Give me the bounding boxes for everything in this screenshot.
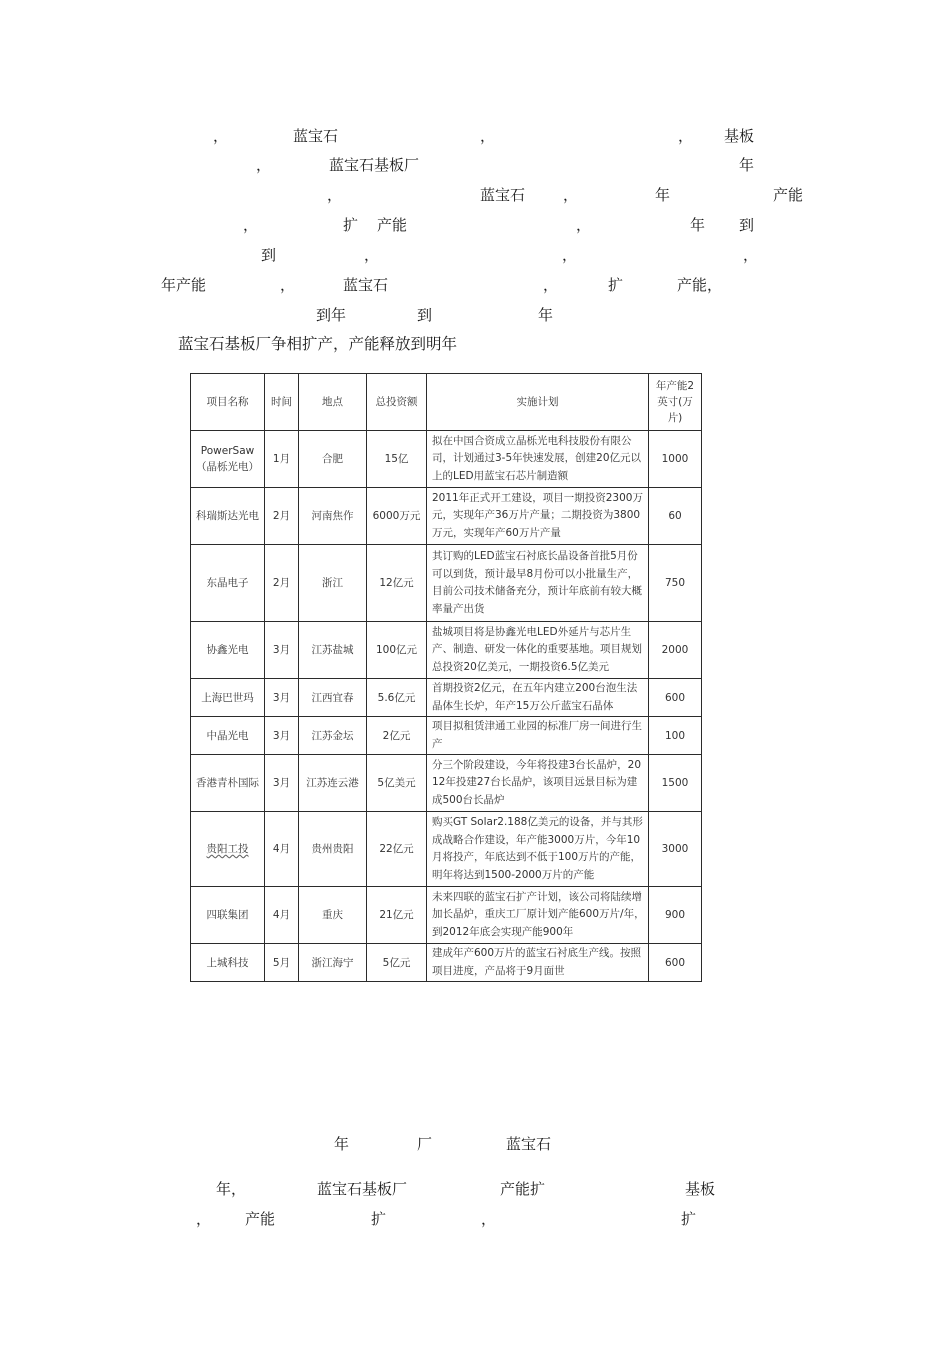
text-fragment: 产能: [245, 1210, 276, 1228]
cell-capacity: 100: [649, 717, 702, 755]
cell-plan: 首期投资2亿元，在五年内建立200台泡生法晶体生长炉，年产15万公斤蓝宝石晶体: [427, 679, 649, 717]
cell-plan: 购买GT Solar2.188亿美元的设备，并与其形成战略合作建设，年产能3000万片，今年10月将投产，年底达到不低于100万片的产能，明年将达到1500-2000万片的产能: [427, 812, 649, 887]
text-fragment: ，: [562, 246, 578, 264]
cell-investment: 5亿美元: [367, 755, 427, 812]
table-header-row: [191, 374, 702, 431]
cell-project-name: 科瑞斯达光电: [191, 488, 265, 545]
cell-time: 5月: [265, 944, 299, 982]
text-fragment: 年产能: [161, 276, 207, 294]
cell-time: 3月: [265, 679, 299, 717]
cell-time: 3月: [265, 755, 299, 812]
cell-investment: 5.6亿元: [367, 679, 427, 717]
table-row: [191, 545, 702, 622]
cell-plan: 分三个阶段建设，今年将投建3台长晶炉，2012年投建27台长晶炉，该项目远景目标为建成500台长晶炉: [427, 755, 649, 812]
header-time: 时间: [265, 374, 299, 431]
cell-time: 2月: [265, 488, 299, 545]
table-row: [191, 431, 702, 488]
text-fragment: 产能，: [677, 276, 723, 294]
text-fragment: 产能扩: [500, 1180, 546, 1198]
table-row: [191, 812, 702, 887]
text-fragment: ，: [364, 246, 380, 264]
text-fragment: ，: [196, 1210, 212, 1228]
text-fragment: 厂: [417, 1135, 433, 1153]
text-fragment: 扩: [343, 216, 359, 234]
cell-investment: 22亿元: [367, 812, 427, 887]
cell-investment: 21亿元: [367, 887, 427, 944]
table-row: [191, 488, 702, 545]
cell-location: 江苏盐城: [299, 622, 367, 679]
cell-investment: 15亿: [367, 431, 427, 488]
cell-investment: 5亿元: [367, 944, 427, 982]
text-fragment: ，: [280, 276, 296, 294]
cell-time: 3月: [265, 717, 299, 755]
table-row: [191, 944, 702, 982]
cell-capacity: 600: [649, 679, 702, 717]
cell-location: 河南焦作: [299, 488, 367, 545]
table-row: [191, 679, 702, 717]
cell-location: 浙江海宁: [299, 944, 367, 982]
cell-plan: 2011年正式开工建设，项目一期投资2300万元，实现年产36万片产量；二期投资为3800万元，实现年产60万片产量: [427, 488, 649, 545]
text-fragment: 到: [739, 216, 755, 234]
cell-project-name: 贵阳工投: [191, 812, 265, 887]
cell-plan: 未来四联的蓝宝石扩产计划，该公司将陆续增加长晶炉，重庆工厂原计划产能600万片/年，到2012年底会实现产能900年: [427, 887, 649, 944]
text-fragment: 蓝宝石: [293, 127, 339, 145]
cell-location: 江苏连云港: [299, 755, 367, 812]
text-fragment: ，: [563, 186, 579, 204]
cell-plan: 其订购的LED蓝宝石衬底长晶设备首批5月份可以到货，预计最早8月份可以小批量生产，目前公司技术储备充分，预计年底前有较大概率量产出货: [427, 545, 649, 622]
cell-project-name: 四联集团: [191, 887, 265, 944]
text-fragment: ，: [480, 127, 496, 145]
cell-project-name: 上城科技: [191, 944, 265, 982]
cell-capacity: 900: [649, 887, 702, 944]
text-fragment: 到: [261, 246, 277, 264]
text-fragment: 年，: [216, 1180, 247, 1198]
header-project-name: 项目名称: [191, 374, 265, 431]
cell-plan: 建成年产600万片的蓝宝石衬底生产线。按照项目进度，产品将于9月面世: [427, 944, 649, 982]
text-fragment: 蓝宝石基板厂: [329, 156, 420, 174]
text-fragment: 基板: [724, 127, 755, 145]
cell-time: 4月: [265, 812, 299, 887]
cell-capacity: 1500: [649, 755, 702, 812]
header-total-investment: 总投资额: [367, 374, 427, 431]
cell-location: 江苏金坛: [299, 717, 367, 755]
text-fragment: 产能: [773, 186, 804, 204]
cell-plan: 盐城项目将是协鑫光电LED外延片与芯片生产、制造、研发一体化的重要基地。项目规划总投资20亿美元，一期投资6.5亿美元: [427, 622, 649, 679]
cell-capacity: 750: [649, 545, 702, 622]
text-fragment: 年: [538, 306, 554, 324]
cell-time: 3月: [265, 622, 299, 679]
text-fragment: 扩: [681, 1210, 697, 1228]
text-fragment: ，: [543, 276, 559, 294]
cell-location: 合肥: [299, 431, 367, 488]
text-fragment: ，: [243, 216, 259, 234]
cell-plan: 拟在中国合资成立晶栎光电科技股份有限公司，计划通过3-5年快速发展，创建20亿元以上的LED用蓝宝石芯片制造额: [427, 431, 649, 488]
investment-projects-table: [190, 373, 702, 982]
cell-capacity: 2000: [649, 622, 702, 679]
text-fragment: 蓝宝石基板厂: [317, 1180, 408, 1198]
cell-capacity: 600: [649, 944, 702, 982]
text-fragment: 扩: [371, 1210, 387, 1228]
text-fragment: 到: [417, 306, 433, 324]
cell-location: 重庆: [299, 887, 367, 944]
text-fragment: 年: [690, 216, 706, 234]
text-fragment: ，: [256, 156, 272, 174]
cell-capacity: 60: [649, 488, 702, 545]
text-fragment: ，: [678, 127, 694, 145]
text-fragment: 年: [334, 1135, 350, 1153]
table-caption: 蓝宝石基板厂争相扩产，产能释放到明年: [178, 335, 458, 353]
text-fragment: 年: [655, 186, 671, 204]
cell-time: 4月: [265, 887, 299, 944]
text-fragment: 蓝宝石: [480, 186, 526, 204]
cell-investment: 6000万元: [367, 488, 427, 545]
cell-time: 1月: [265, 431, 299, 488]
text-fragment: 基板: [685, 1180, 716, 1198]
cell-investment: 12亿元: [367, 545, 427, 622]
text-fragment: 扩: [608, 276, 624, 294]
cell-capacity: 1000: [649, 431, 702, 488]
cell-capacity: 3000: [649, 812, 702, 887]
cell-project-name: 东晶电子: [191, 545, 265, 622]
header-annual-capacity: 年产能2英寸(万片): [649, 374, 702, 431]
text-fragment: 年: [739, 156, 755, 174]
cell-project-name: PowerSaw（晶栎光电）: [191, 431, 265, 488]
cell-location: 贵州贵阳: [299, 812, 367, 887]
text-fragment: ，: [213, 127, 229, 145]
cell-location: 江西宜春: [299, 679, 367, 717]
table-row: [191, 887, 702, 944]
text-fragment: ，: [743, 246, 759, 264]
table-row: [191, 717, 702, 755]
cell-project-name: 中晶光电: [191, 717, 265, 755]
text-fragment: 蓝宝石: [506, 1135, 552, 1153]
cell-time: 2月: [265, 545, 299, 622]
text-fragment: 产能: [377, 216, 408, 234]
cell-project-name: 协鑫光电: [191, 622, 265, 679]
table-row: [191, 622, 702, 679]
text-fragment: ，: [481, 1210, 497, 1228]
text-fragment: ，: [327, 186, 343, 204]
text-fragment: 到年: [316, 306, 347, 324]
header-location: 地点: [299, 374, 367, 431]
text-fragment: 蓝宝石: [343, 276, 389, 294]
table-row: [191, 755, 702, 812]
cell-investment: 2亿元: [367, 717, 427, 755]
header-implementation-plan: 实施计划: [427, 374, 649, 431]
cell-location: 浙江: [299, 545, 367, 622]
table-body: [191, 431, 702, 982]
text-fragment: ，: [576, 216, 592, 234]
cell-project-name: 香港青朴国际: [191, 755, 265, 812]
cell-investment: 100亿元: [367, 622, 427, 679]
cell-project-name: 上海巴世玛: [191, 679, 265, 717]
cell-plan: 项目拟租赁津通工业园的标准厂房一间进行生产: [427, 717, 649, 755]
